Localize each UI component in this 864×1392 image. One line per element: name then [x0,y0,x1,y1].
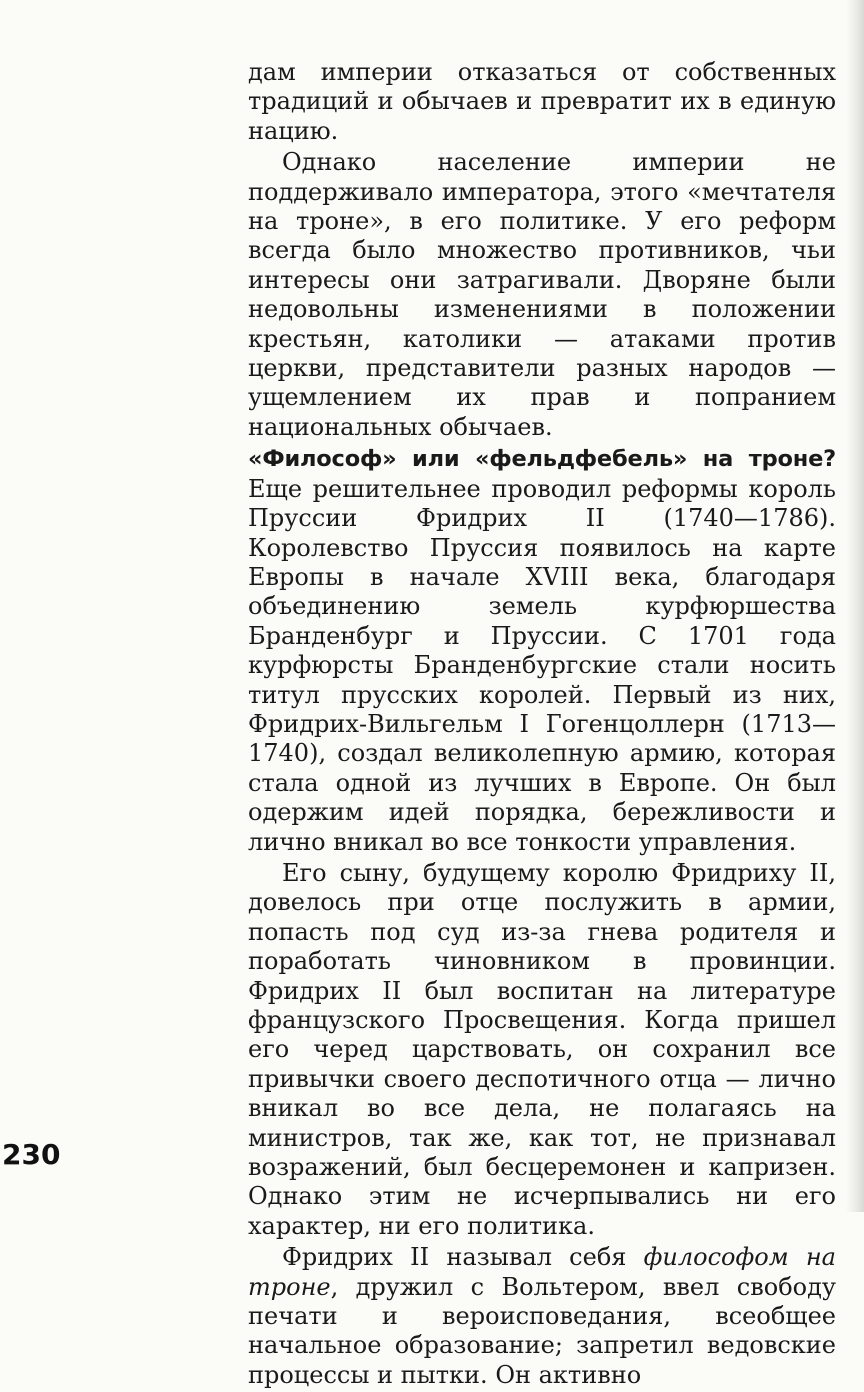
section-heading: «Философ» или «фельдфебель» на троне? [248,446,836,473]
paragraph-2: Однако население империи не поддерживало императора, этого «мечтателя на троне», в его политике. У его реформ всегда было множество противников, чьи интересы они затрагивали. Дворяне были недовольны изменениями в положении крестьян, католики — атаками против церкви, представители разных народов — ущемлением их прав и попранием национальных обычаев. [248,148,836,441]
paragraph-1: дам империи отказаться от собственных традиций и обычаев и превратит их в единую нацию. [248,58,836,145]
paragraph-5 [248,1243,836,1390]
body-text [248,58,836,1392]
page-number: 230 [2,1138,61,1171]
paragraph-3-body: Еще решительнее проводил реформы король Пруссии Фридрих II (1740—1786). Королевство Пруссия появилось на карте Европы в начале XVIII века, благодаря объединению земель курфюршества Бранденбург и Пруссии. С 1701 года курфюрсты Бранденбургские стали носить титул прусских королей. Первый из них, Фридрих-Вильгельм I Гогенцоллерн (1713—1740), создал великолепную армию, которая стала одной из лучших в Европе. Он был одержим идей порядка, бережливости и лично вникал во все тонкости управления. [248,474,836,856]
page-edge-shadow [846,0,864,1212]
paragraph-4: Его сыну, будущему королю Фридриху II, довелось при отце послужить в армии, попасть под суд из-за гнева родителя и поработать чиновником в провинции. Фридрих II был воспитан на литературе французского Просвещения. Когда пришел его черед царствовать, он сохранил все привычки своего деспотичного отца — лично вникал во все дела, не полагаясь на министров, так же, как тот, не признавал возражений, был бесцеремонен и капризен. Однако этим не исчерпывались ни его характер, ни его политика. [248,858,836,1240]
paragraph-3 [248,444,836,857]
paragraph-5-start: Фридрих II называл себя [282,1243,644,1272]
italic-term: философом на троне [248,1243,836,1301]
paragraph-5-end: , дружил с Вольтером, ввел свободу печати и вероисповедания, всеобщее начальное образование; запретил ведовские процессы и пытки. Он активно [248,1272,836,1389]
